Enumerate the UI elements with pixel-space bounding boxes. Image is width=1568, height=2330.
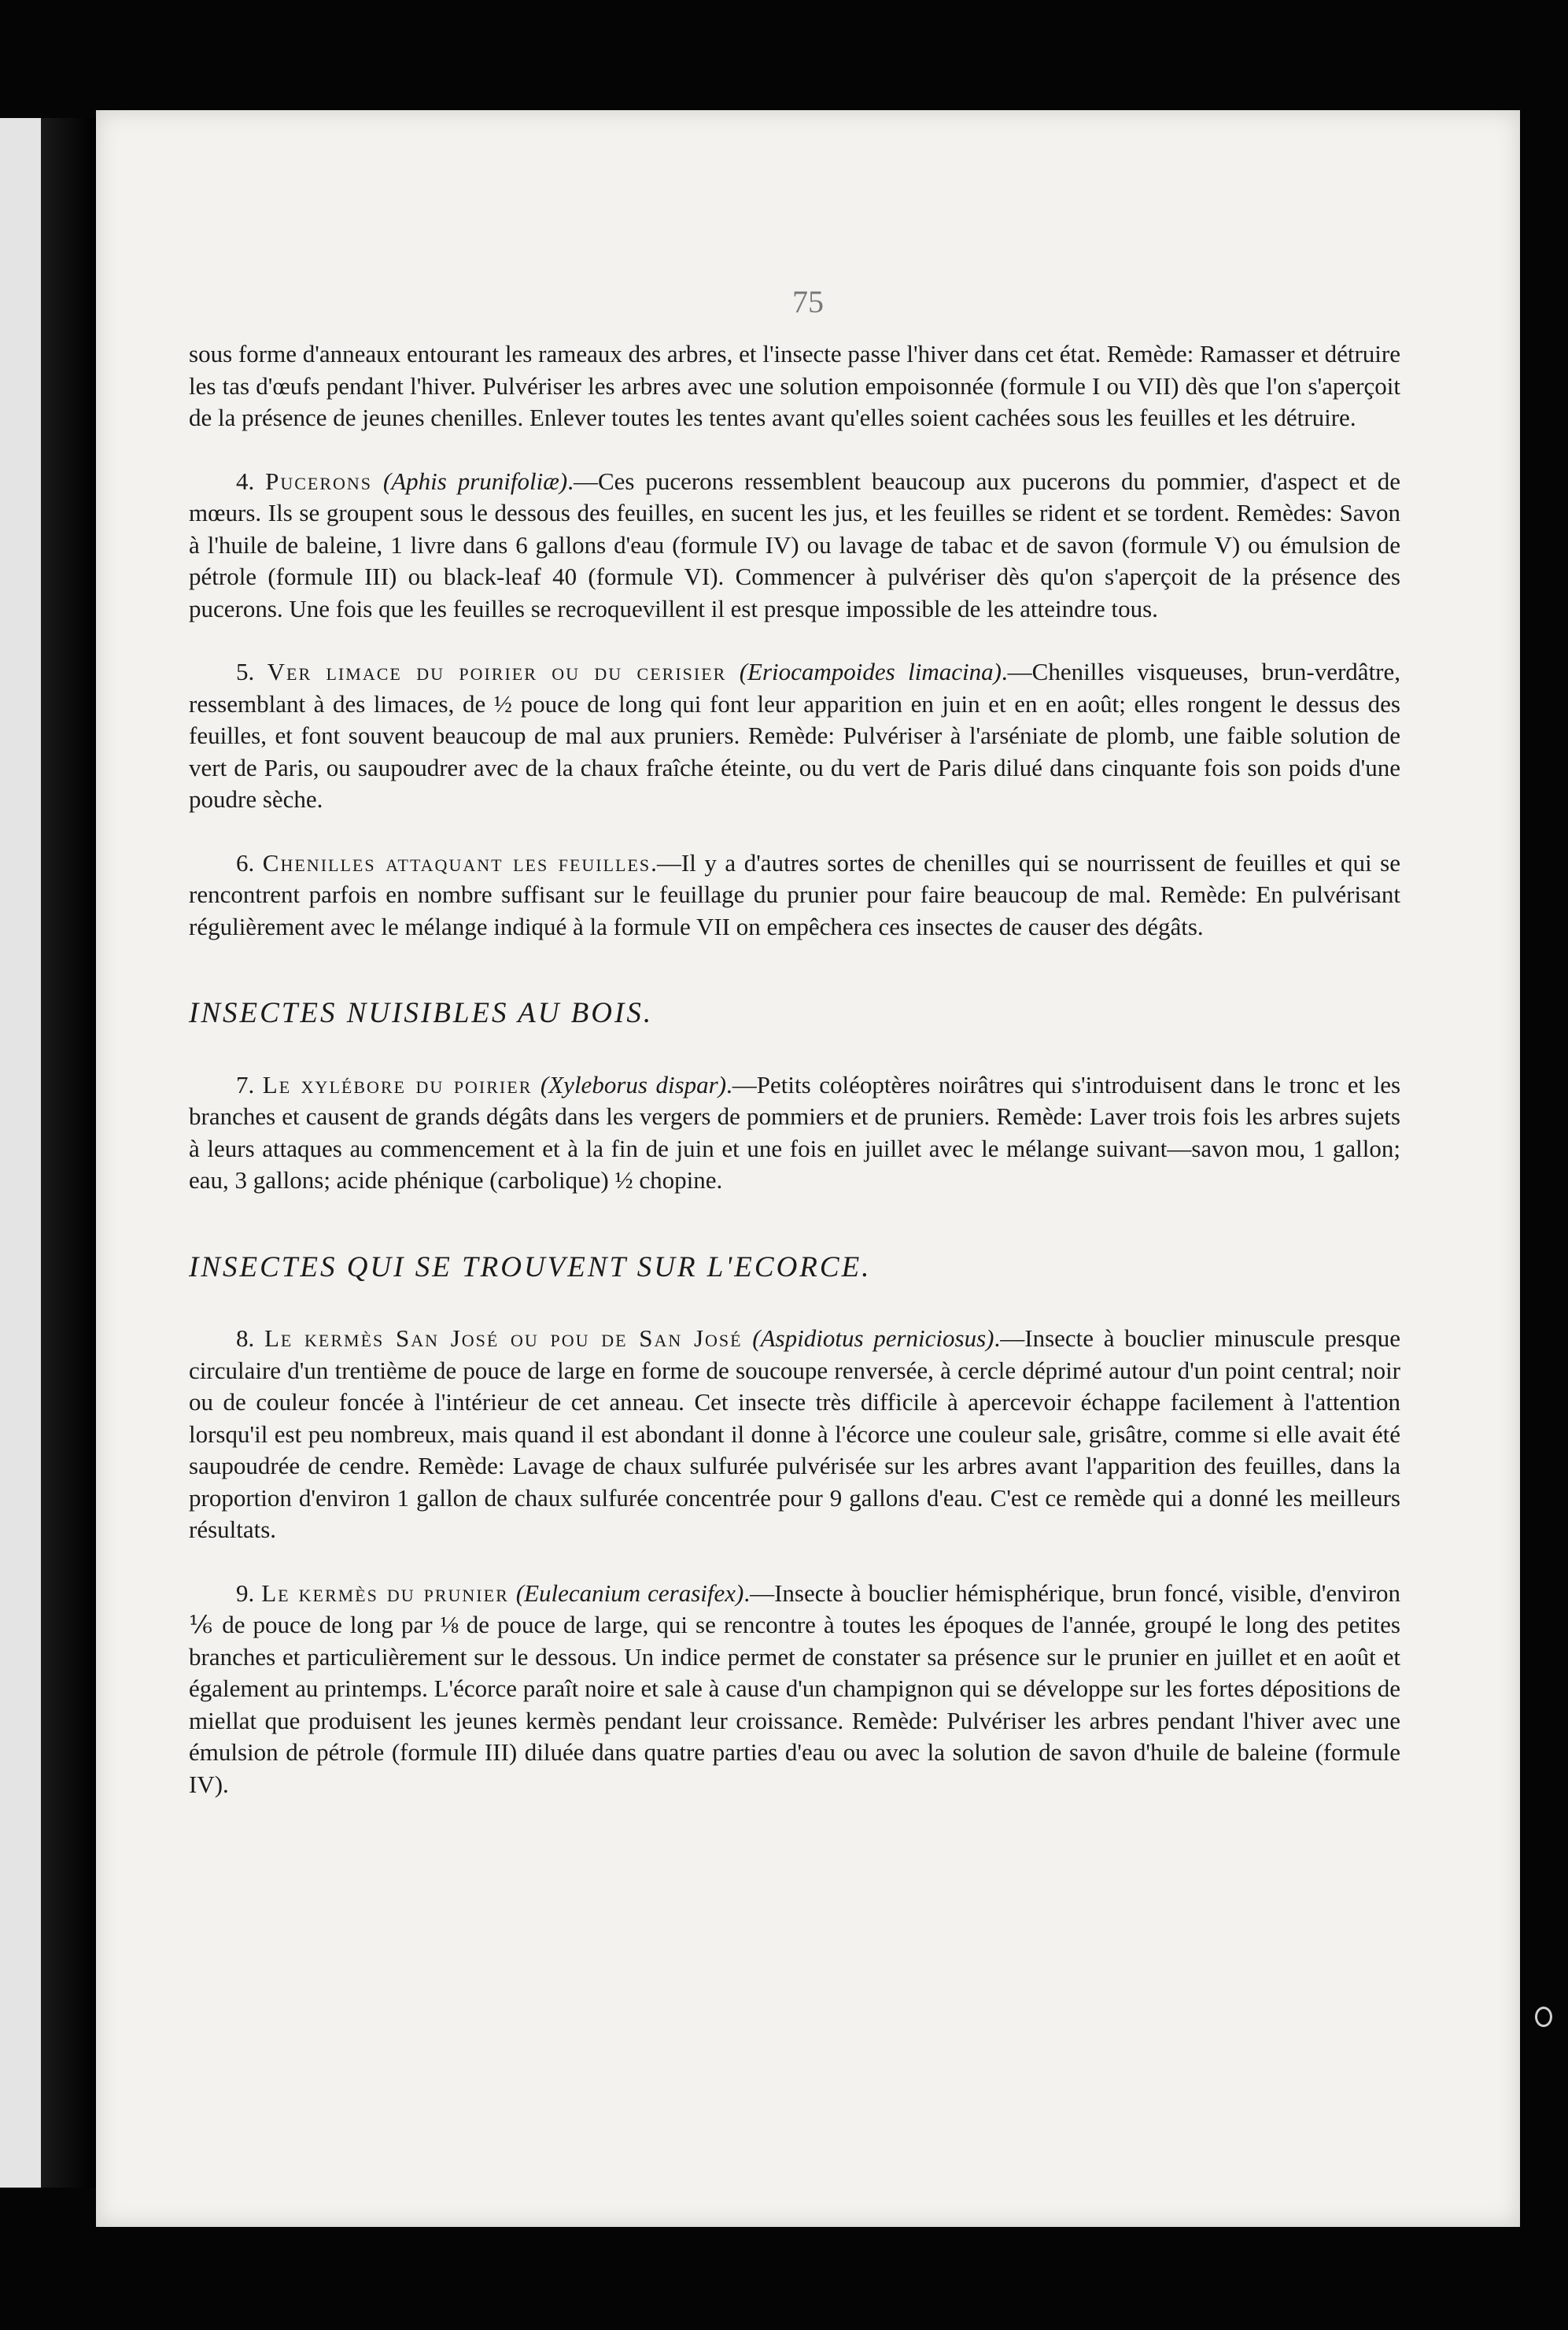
adjacent-page-edge (0, 118, 41, 2188)
entry-name: Chenilles attaquant les feuilles (262, 848, 651, 877)
entry-latin: (Aphis prunifoliæ) (382, 467, 568, 495)
entry-name: Le kermès du prunier (261, 1579, 509, 1607)
entry-name: Pucerons (265, 467, 373, 495)
entry-paragraph (189, 656, 1400, 816)
entry-paragraph (189, 1578, 1400, 1801)
page-gutter-shadow (41, 118, 96, 2188)
page-content (189, 338, 1400, 1832)
entry-text: .—Chenilles visqueuses, brun-verdâtre, ressemblant à des limaces, de ½ pouce de long qui font leur apparition en juin et en en août; elles rongent le dessus des feuilles, et font souvent beaucoup de mal aux pruniers. Remède: Pulvériser à l'arséniate de plomb, une faible solution de vert de Paris, ou saupoudrer avec de la chaux fraîche éteinte, ou du vert de Paris dilué dans cinquante fois son poids d'une poudre sèche. (189, 658, 1401, 813)
entry-number: 7. (236, 1070, 255, 1099)
entry-paragraph (189, 1069, 1400, 1197)
entry-text: .—Il y a d'autres sortes de chenilles qui se nourrissent de feuilles et qui se rencontrent parfois en nombre suffisant sur le feuillage du prunier pour faire beaucoup de mal. Remède: En pulvérisant régulièrement avec le mélange indiqué à la formule VII on empêchera ces insectes de causer des dégâts. (189, 848, 1401, 940)
entry-number: 5. (236, 658, 255, 685)
entry-text: .—Insecte à bouclier minuscule presque circulaire d'un trentième de pouce de large en forme de soucoupe renversée, à cercle déprimé autour d'un point central; noir ou de couleur foncée à l'intérieur de cet anneau. Cet insecte très difficile à apercevoir échappe facilement à l'attention lorsqu'il est peu nombreux, mais quand il est abondant il donne à l'écorce une couleur sale, grisâtre, comme si elle avait été saupoudrée de cendre. Remède: Lavage de chaux sulfurée pulvérisée sur les arbres avant l'apparition des feuilles, dans la proportion d'environ 1 gallon de chaux sulfurée concentrée pour 9 gallons d'eau. C'est ce remède qui a donné les meilleurs résultats. (189, 1324, 1400, 1543)
intro-paragraph: sous forme d'anneaux entourant les rameaux des arbres, et l'insecte passe l'hiver dans cet état. Remède: Ramasser et détruire les tas d'œufs pendant l'hiver. Pulvériser les arbres avec une solution empoisonnée (formule I ou VII) dès que l'on s'aperçoit de la présence de jeunes chenilles. Enlever toutes les tentes avant qu'elles soient cachées sous les feuilles et les détruire. (189, 340, 1400, 431)
entry-number: 6. (236, 848, 255, 877)
entry-paragraph (189, 847, 1400, 943)
entry-number: 9. (236, 1579, 255, 1607)
entry-latin: (Eriocampoides limacina) (739, 658, 1002, 685)
entry-text: .—Petits coléoptères noirâtres qui s'introduisent dans le tronc et les branches et causent de grands dégâts dans les vergers de pommiers et de pruniers. Remède: Laver trois fois les arbres sujets à leurs attaques au commencement et à la fin de juin et une fois en juillet avec le mélange suivant—savon mou, 1 gallon; eau, 3 gallons; acide phénique (carbolique) ½ chopine. (189, 1070, 1401, 1194)
entry-text: .—Insecte à bouclier hémisphérique, brun foncé, visible, d'environ ⅙ de pouce de long par ⅛ de pouce de large, qui se rencontre à toutes les époques de l'année, groupé le long des petites branches et particulièrement sur le dessous. Un indice permet de constater sa présence sur le prunier en juillet et en août et également au printemps. L'écorce paraît noire et sale à cause d'un champignon qui se développe sur les fortes dépositions de miellat que produisent les jeunes kermès pendant leur croissance. Remède: Pulvériser les arbres pendant l'hiver avec une émulsion de pétrole (formule III) diluée dans quatre parties d'eau ou avec la solution de savon d'huile de baleine (formule IV). (189, 1579, 1401, 1798)
entry-number: 4. (236, 467, 255, 495)
entry-latin: (Aspidiotus perniciosus) (752, 1324, 994, 1352)
scan-artifact-mark (1535, 2007, 1552, 2027)
section-heading: INSECTES QUI SE TROUVENT SUR L'ECORCE. (189, 1250, 872, 1283)
page-number: 75 (792, 284, 824, 319)
entry-latin: (Eulecanium cerasifex) (515, 1579, 744, 1607)
entry-name: Ver limace du poirier ou du cerisier (267, 658, 727, 685)
entry-number: 8. (236, 1324, 255, 1352)
entry-name: Le xylébore du poirier (262, 1070, 533, 1099)
entry-paragraph (189, 1323, 1400, 1546)
entry-paragraph (189, 466, 1400, 626)
entry-name: Le kermès San José ou pou de San José (264, 1324, 743, 1352)
entry-latin: (Xyleborus dispar) (540, 1070, 727, 1099)
book-page (96, 110, 1520, 2227)
section-heading: INSECTES NUISIBLES AU BOIS. (189, 997, 654, 1029)
entry-text: .—Ces pucerons ressemblent beaucoup aux pucerons du pommier, d'aspect et de mœurs. Ils se groupent sous le dessous des feuilles, en sucent les jus, et les feuilles se rident et se tordent. Remèdes: Savon à l'huile de baleine, 1 livre dans 6 gallons d'eau (formule IV) ou lavage de tabac et de savon (formule V) ou émulsion de pétrole (formule III) ou black-leaf 40 (formule VI). Commencer à pulvériser dès qu'on s'aperçoit de la présence des pucerons. Une fois que les feuilles se recroquevillent il est presque impossible de les atteindre tous. (189, 467, 1401, 622)
